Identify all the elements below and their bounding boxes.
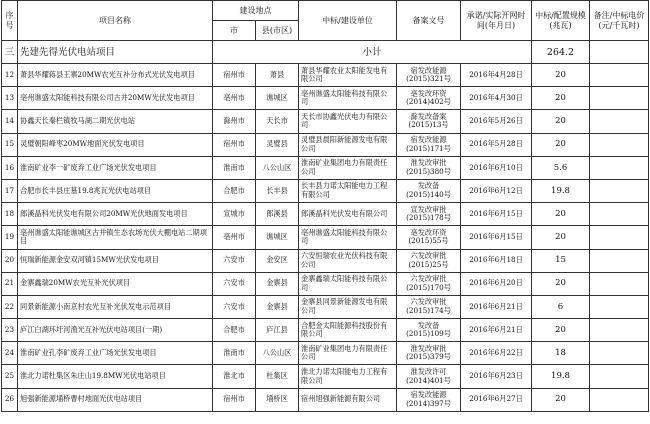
row-county: 萧县 [256,64,299,87]
row-record: 淮发改审批(2015)379号 [397,342,461,365]
header-note: 备注/中标电价(元/千瓦时) [590,1,649,41]
row-unit: 合肥金太阳能源科技股份有限公司 [299,319,397,342]
row-county: 金寨县 [256,272,299,295]
row-unit: 金寨县同景新能源发电有限公司 [299,295,397,318]
row-city: 宣城市 [213,203,256,226]
table-row [2,295,649,318]
row-county: 灵璧县 [256,133,299,156]
row-county: 郎溪县 [256,203,299,226]
row-time: 2016年6月21日 [461,295,532,318]
row-scale: 19.8 [532,179,590,202]
row-unit: 亳州谯盛太阳能科技有限公司 [299,87,397,110]
table-row [2,110,649,133]
row-name: 郎溪晶科光伏发电有限公司20MW光伏地面发电项目 [18,203,213,226]
row-county: 天长市 [256,110,299,133]
row-scale: 20 [532,226,590,249]
row-scale: 19.8 [532,365,590,388]
row-unit: 郎溪晶科光伏发电有限公司 [299,203,397,226]
table-row [2,319,649,342]
table-row [2,226,649,249]
row-record: 淮发改审批(2015)380号 [397,156,461,179]
row-name: 萧县华耀蒋县王寨20MW农光互补分布式光伏发电项目 [18,64,213,87]
row-county: 谯城区 [256,226,299,249]
row-note [590,133,649,156]
row-seq: 25 [2,365,18,388]
row-name: 金寨鑫瑞20MW农光互补光伏项目 [18,272,213,295]
row-time: 2016年4月30日 [461,87,532,110]
row-name: 旭强新能源埇桥曹村地面光伏电站项目 [18,388,213,411]
section-row [2,41,649,64]
table-row [2,64,649,87]
table-row [2,156,649,179]
row-seq: 18 [2,203,18,226]
table-row [2,133,649,156]
row-scale: 20 [532,133,590,156]
row-city: 宿州市 [213,64,256,87]
row-note [590,295,649,318]
row-unit: 灵璧县晨阳新能源发电有限公司 [299,133,397,156]
row-scale: 20 [532,203,590,226]
header-record: 备案文号 [397,1,461,41]
row-name: 淮南矿业孔李矿废弃工业广场光伏发电项目 [18,342,213,365]
row-seq: 17 [2,179,18,202]
row-city: 淮南市 [213,342,256,365]
row-time: 2016年6月22日 [461,342,532,365]
row-city: 宿州市 [213,388,256,411]
table-row [2,249,649,272]
row-record: 发改备(2015)140号 [397,179,461,202]
row-scale: 20 [532,272,590,295]
section-seq: 三 [2,41,18,64]
table-row [2,365,649,388]
row-city: 六安市 [213,249,256,272]
row-note [590,388,649,411]
row-unit: 亳州谯盛太阳能科技有限公司 [299,226,397,249]
section-title: 先建先得光伏电站项目 [18,41,213,64]
row-scale: 20 [532,388,590,411]
row-note [590,64,649,87]
row-name: 合肥市长丰县庄墓19.8兆瓦光伏电站项目 [18,179,213,202]
row-city: 淮南市 [213,156,256,179]
row-seq: 21 [2,272,18,295]
row-note [590,156,649,179]
section-subtotal-value: 264.2 [532,41,590,64]
row-note [590,226,649,249]
row-time: 2016年6月10日 [461,156,532,179]
header-scale: 中标/配置规模(兆瓦) [532,1,590,41]
row-city: 六安市 [213,272,256,295]
row-name: 庐江白湖环圩河渔光互补光伏电站项目(一期) [18,319,213,342]
section-note [590,41,649,64]
row-scale: 20 [532,110,590,133]
table-row [2,87,649,110]
row-note [590,365,649,388]
table-row [2,388,649,411]
row-name: 协鑫天长秦栏镇牧马湖二期光伏电站 [18,110,213,133]
row-name: 淮南矿业李一矿废弃工业广场光伏发电项目 [18,156,213,179]
row-unit: 淮北力诺太阳能电力工程有限公司 [299,365,397,388]
table-row [2,342,649,365]
row-scale: 6 [532,295,590,318]
row-record: 发改备(2015)109号 [397,319,461,342]
row-city: 宿州市 [213,133,256,156]
row-seq: 22 [2,295,18,318]
row-record: 宣发改审批(2015)178号 [397,203,461,226]
row-seq: 14 [2,110,18,133]
row-scale: 5.6 [532,156,590,179]
row-seq: 23 [2,319,18,342]
header-seq: 序号 [2,1,18,41]
row-note [590,342,649,365]
row-city: 合肥市 [213,319,256,342]
row-county: 八公山区 [256,342,299,365]
row-note [590,272,649,295]
row-record: 宿发改能源(2015)321号 [397,64,461,87]
row-record: 滁发改备案(2015)13号 [397,110,461,133]
row-time: 2016年5月26日 [461,110,532,133]
row-county: 埇桥区 [256,388,299,411]
row-unit: 淮南矿业集团电力有限责任公司 [299,156,397,179]
row-note [590,87,649,110]
row-time: 2016年6月23日 [461,365,532,388]
row-unit: 宿州旭强新能源有限公司 [299,388,397,411]
table-row [2,272,649,295]
row-unit: 萧县华耀农业太阳能发电有限公司 [299,64,397,87]
row-seq: 26 [2,388,18,411]
row-record: 宿发改能源(2014)397号 [397,388,461,411]
row-name: 亳州谯盛太阳能谯城区古井镇生态农场光伏大棚电站二期项目 [18,226,213,249]
row-time: 2016年4月28日 [461,64,532,87]
row-city: 六安市 [213,295,256,318]
row-unit: 淮南矿业集团电力有限责任公司 [299,342,397,365]
header-county: 县(市区) [256,21,299,41]
row-scale: 20 [532,64,590,87]
row-record: 六发改审批(2015)25号 [397,249,461,272]
row-record: 亳发改环资(2015)55号 [397,226,461,249]
row-time: 2016年6月12日 [461,179,532,202]
row-note [590,203,649,226]
header-name: 项目名称 [18,1,213,41]
project-table [1,0,649,412]
row-county: 谯城区 [256,87,299,110]
row-scale: 15 [532,249,590,272]
section-subtotal-label: 小计 [213,41,532,64]
row-note [590,110,649,133]
table-row [2,203,649,226]
row-seq: 12 [2,64,18,87]
row-time: 2016年6月15日 [461,203,532,226]
row-seq: 16 [2,156,18,179]
row-record: 亳发改环资(2014)402号 [397,87,461,110]
row-seq: 13 [2,87,18,110]
header-time: 承诺/实际开网时间(年月日) [461,1,532,41]
row-county: 杜集区 [256,365,299,388]
row-time: 2016年6月15日 [461,226,532,249]
row-scale: 20 [532,87,590,110]
row-name: 恒瑞新能源金安双河镇15MW光伏发电项目 [18,249,213,272]
row-time: 2016年6月27日 [461,388,532,411]
row-unit: 金寨鑫瑞太阳能科技有限公司 [299,272,397,295]
row-seq: 15 [2,133,18,156]
row-city: 淮北市 [213,365,256,388]
row-county: 长丰县 [256,179,299,202]
row-county: 庐江县 [256,319,299,342]
row-city: 亳州市 [213,87,256,110]
row-county: 金安区 [256,249,299,272]
row-time: 2016年6月18日 [461,249,532,272]
row-name: 淮北力诺杜集区朱庄山19.8MW光伏电站项目 [18,365,213,388]
row-unit: 六安恒瑞农业光伏科技有限公司 [299,249,397,272]
row-county: 金寨县 [256,295,299,318]
row-note [590,179,649,202]
row-note [590,319,649,342]
row-seq: 19 [2,226,18,249]
header-location: 建设地点 [213,1,299,21]
header-city: 市 [213,21,256,41]
row-seq: 24 [2,342,18,365]
row-city: 滁州市 [213,110,256,133]
row-record: 淮发改许可(2014)401号 [397,365,461,388]
row-city: 亳州市 [213,226,256,249]
row-name: 同景新能源小南京村农光互补光伏发电示范项目 [18,295,213,318]
row-time: 2016年6月20日 [461,272,532,295]
row-county: 八公山区 [256,156,299,179]
row-name: 灵璧朝阳峰枣20MW地面光伏发电项目 [18,133,213,156]
row-time: 2016年5月28日 [461,133,532,156]
table-row [2,179,649,202]
row-record: 六发改审批(2015)170号 [397,272,461,295]
row-city: 合肥市 [213,179,256,202]
row-scale: 20 [532,319,590,342]
row-record: 六发改审批(2015)174号 [397,295,461,318]
row-unit: 长丰县力诺太阳能电力工程有限公司 [299,179,397,202]
header-unit: 中标/建设单位 [299,1,397,41]
row-scale: 18 [532,342,590,365]
row-unit: 天长市协鑫光伏电力有限公司 [299,110,397,133]
row-name: 亳州谯盛太阳能科技有限公司古井20MW光伏发电项目 [18,87,213,110]
row-note [590,249,649,272]
row-record: 宿发改能源(2015)171号 [397,133,461,156]
row-time: 2016年6月21日 [461,319,532,342]
row-seq: 20 [2,249,18,272]
